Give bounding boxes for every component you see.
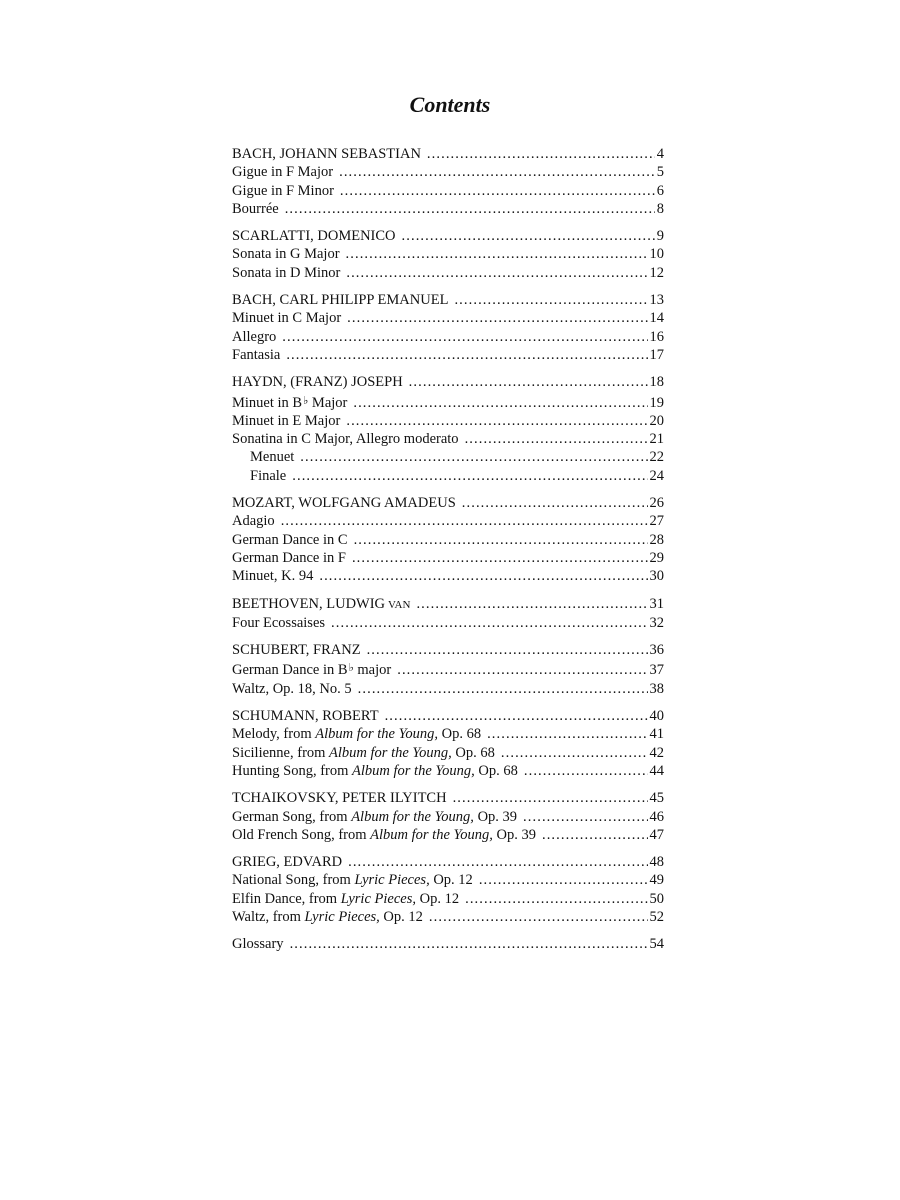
page-title: Contents	[409, 92, 491, 117]
entry-label-text: Sicilienne, from	[232, 744, 330, 761]
piece-title	[232, 890, 459, 908]
toc-composer-entry	[232, 641, 664, 659]
toc-composer-entry	[232, 145, 664, 163]
dot-leader	[331, 614, 647, 632]
page-number: 50	[649, 890, 664, 907]
dot-leader	[281, 512, 648, 530]
entry-label-suffix: Op. 39	[492, 826, 536, 843]
page-number: 9	[656, 228, 664, 245]
page-number: 38	[649, 680, 664, 697]
piece-title	[232, 908, 423, 926]
piece-title	[232, 264, 340, 282]
page-number: 14	[649, 310, 664, 327]
entry-label-text: Adagio	[232, 513, 275, 530]
page-number: 36	[649, 642, 664, 659]
toc-entry	[232, 567, 664, 585]
composer-name	[232, 595, 410, 614]
dot-leader	[409, 373, 648, 391]
page-number: 37	[649, 662, 664, 679]
dot-leader	[354, 531, 648, 549]
dot-leader	[290, 935, 648, 953]
piece-title	[250, 448, 294, 466]
dot-leader	[282, 328, 647, 346]
dot-leader	[462, 494, 648, 512]
entry-label-suffix: Op. 12	[415, 890, 460, 907]
piece-title	[232, 245, 340, 263]
entry-label-text: HAYDN, (FRANZ) JOSEPH	[232, 374, 403, 391]
piece-title	[232, 512, 275, 530]
toc-entry	[232, 512, 664, 530]
toc-entry	[232, 908, 664, 926]
entry-label-text: BEETHOVEN, LUDWIG	[232, 595, 386, 612]
dot-leader	[501, 744, 648, 762]
piece-title	[232, 182, 334, 200]
page-number: 44	[649, 762, 664, 779]
toc-entry	[232, 725, 664, 743]
piece-title	[232, 392, 347, 412]
toc-entry	[232, 264, 664, 282]
dot-leader	[346, 264, 647, 282]
entry-label-text: Hunting Song, from	[232, 762, 353, 779]
entry-label-text: Sonata in G Major	[232, 246, 340, 263]
toc-entry	[232, 392, 664, 412]
toc-entry	[232, 871, 664, 889]
toc-section	[232, 789, 664, 844]
entry-label-suffix: Major	[308, 394, 348, 411]
toc-entry	[232, 935, 664, 953]
toc-entry	[232, 309, 664, 327]
dot-leader	[300, 448, 647, 466]
dot-leader	[487, 725, 647, 743]
toc-entry	[232, 659, 664, 679]
toc-section	[232, 291, 664, 364]
page-number: 48	[649, 854, 664, 871]
page-number: 17	[649, 346, 664, 363]
page-number: 5	[656, 164, 664, 181]
entry-label-text: Minuet, K. 94	[232, 568, 314, 585]
collection-title: Lyric Pieces,	[304, 908, 380, 925]
toc-entry	[232, 346, 664, 364]
page-number: 21	[649, 431, 664, 448]
page-number: 47	[649, 826, 664, 843]
piece-title	[232, 762, 518, 780]
toc-entry	[232, 200, 664, 218]
toc-section	[232, 707, 664, 780]
piece-title	[232, 826, 536, 844]
composer-name	[232, 145, 421, 163]
page-number: 29	[649, 549, 664, 566]
composer-name	[232, 641, 361, 659]
entry-label-text: Sonata in D Minor	[232, 264, 341, 281]
entry-label-text: MOZART, WOLFGANG AMADEUS	[232, 495, 456, 512]
dot-leader	[465, 890, 647, 908]
entry-label-text: SCHUBERT, FRANZ	[232, 642, 361, 659]
page-number: 6	[656, 182, 664, 199]
collection-title: Lyric Pieces,	[340, 890, 416, 907]
entry-label-text: Minuet in B	[232, 394, 303, 411]
entry-label-text: Gigue in F Minor	[232, 182, 334, 199]
entry-label-text: Fantasia	[232, 346, 281, 363]
entry-label-text: SCARLATTI, DOMENICO	[232, 228, 396, 245]
piece-title	[232, 163, 333, 181]
toc-composer-entry	[232, 595, 664, 614]
entry-label-text: Menuet	[250, 449, 295, 466]
toc-entry	[232, 531, 664, 549]
page-number: 42	[649, 744, 664, 761]
entry-label-text: Waltz, Op. 18, No. 5	[232, 680, 352, 697]
dot-leader	[367, 641, 648, 659]
entry-label-text: TCHAIKOVSKY, PETER ILYITCH	[232, 790, 447, 807]
toc-section	[232, 935, 664, 953]
composer-name	[232, 227, 396, 245]
entry-label-text: Gigue in F Major	[232, 164, 334, 181]
entry-label-text: National Song, from	[232, 872, 355, 889]
toc-entry	[232, 549, 664, 567]
toc-section	[232, 373, 664, 485]
page-number: 16	[649, 328, 664, 345]
page-number: 19	[649, 394, 664, 411]
page-number: 24	[649, 467, 664, 484]
toc-entry	[232, 614, 664, 632]
page-number: 12	[649, 264, 664, 281]
entry-label-text: Four Ecossaises	[232, 614, 326, 631]
page-number: 8	[656, 200, 664, 217]
piece-title	[232, 346, 280, 364]
toc-composer-entry	[232, 291, 664, 309]
piece-title	[232, 412, 340, 430]
toc-section	[232, 494, 664, 585]
dot-leader	[319, 567, 647, 585]
toc-entry	[232, 328, 664, 346]
flat-sign: ♭	[348, 662, 354, 675]
composer-name	[232, 853, 342, 871]
dot-leader	[348, 853, 647, 871]
toc-entry	[232, 182, 664, 200]
entry-label-suffix: Op. 12	[379, 908, 423, 925]
page-number: 27	[649, 513, 664, 530]
table-of-contents	[232, 145, 664, 963]
piece-title	[232, 871, 473, 889]
toc-entry	[232, 448, 664, 466]
entry-label-text: Finale	[250, 467, 287, 484]
dot-leader	[385, 707, 648, 725]
dot-leader	[340, 182, 655, 200]
page-number: 32	[649, 614, 664, 631]
dot-leader	[292, 467, 647, 485]
entry-label-suffix: Op. 39	[473, 808, 518, 825]
composer-name	[232, 789, 447, 807]
toc-entry	[232, 808, 664, 826]
page-number: 28	[649, 531, 664, 548]
composer-name	[232, 291, 448, 309]
composer-name	[232, 373, 403, 391]
page-number: 13	[649, 292, 664, 309]
page-number: 54	[649, 936, 664, 953]
piece-title	[232, 725, 481, 743]
page-number: 45	[649, 790, 664, 807]
piece-title	[232, 549, 346, 567]
page-number: 26	[649, 495, 664, 512]
dot-leader	[346, 245, 648, 263]
toc-section	[232, 595, 664, 633]
dot-leader	[542, 826, 648, 844]
page-number: 18	[649, 374, 664, 391]
toc-entry	[232, 826, 664, 844]
piece-title	[250, 467, 286, 485]
entry-label-text: BACH, CARL PHILIPP EMANUEL	[232, 292, 449, 309]
entry-label-text: Glossary	[232, 936, 284, 953]
toc-composer-entry	[232, 789, 664, 807]
page-number: 20	[649, 412, 664, 429]
toc-section	[232, 227, 664, 282]
piece-title	[232, 328, 276, 346]
piece-title	[232, 659, 391, 679]
piece-title	[232, 309, 341, 327]
piece-title	[232, 935, 284, 953]
entry-label-text: Minuet in E Major	[232, 412, 341, 429]
dot-leader	[402, 227, 655, 245]
entry-label-text: BACH, JOHANN SEBASTIAN	[232, 146, 421, 162]
piece-title	[232, 808, 517, 826]
piece-title	[232, 744, 495, 762]
toc-entry	[232, 762, 664, 780]
piece-title	[232, 614, 325, 632]
dot-leader	[416, 595, 647, 613]
page-number: 10	[649, 246, 664, 263]
dot-leader	[285, 200, 655, 218]
dot-leader	[454, 291, 647, 309]
piece-title	[232, 680, 352, 698]
entry-label-suffix: Op. 68	[451, 744, 495, 761]
entry-label-suffix: Op. 12	[429, 872, 473, 889]
small-caps-text: VAN	[388, 598, 411, 611]
page-number: 22	[649, 449, 664, 466]
collection-title: Lyric Pieces,	[354, 872, 430, 889]
entry-label-text: Melody, from	[232, 726, 316, 743]
entry-label-text: Waltz, from	[232, 908, 305, 925]
piece-title	[232, 567, 313, 585]
dot-leader	[339, 163, 655, 181]
entry-label-text: German Dance in B	[232, 662, 348, 679]
toc-section	[232, 145, 664, 218]
toc-composer-entry	[232, 494, 664, 512]
dot-leader	[453, 789, 648, 807]
dot-leader	[397, 661, 647, 679]
entry-label-text: Minuet in C Major	[232, 310, 342, 327]
dot-leader	[358, 680, 648, 698]
collection-title: Album for the Young,	[352, 762, 475, 779]
entry-label-suffix: Op. 68	[474, 762, 518, 779]
toc-composer-entry	[232, 227, 664, 245]
dot-leader	[352, 549, 648, 567]
entry-label-text: Bourrée	[232, 200, 279, 217]
entry-label-text: GRIEG, EDVARD	[232, 854, 343, 871]
dot-leader	[353, 394, 647, 412]
toc-entry	[232, 744, 664, 762]
piece-title	[232, 200, 279, 218]
page-number: 52	[649, 908, 664, 925]
dot-leader	[347, 309, 647, 327]
entry-label-suffix: major	[353, 662, 392, 679]
piece-title	[232, 430, 459, 448]
dot-leader	[427, 145, 655, 163]
entry-label-text: Old French Song, from	[232, 826, 371, 843]
entry-label-text: German Song, from	[232, 808, 352, 825]
piece-title	[232, 531, 348, 549]
dot-leader	[346, 412, 647, 430]
entry-label-text: Elfin Dance, from	[232, 890, 341, 907]
entry-label-text: German Dance in F	[232, 549, 346, 566]
collection-title: Album for the Young,	[370, 826, 493, 843]
entry-label-text: Sonatina in C Major, Allegro moderato	[232, 431, 459, 448]
entry-label-suffix: Op. 68	[437, 726, 482, 743]
page-number: 40	[649, 708, 664, 725]
dot-leader	[465, 430, 648, 448]
composer-name	[232, 707, 379, 725]
dot-leader	[429, 908, 648, 926]
toc-entry	[232, 467, 664, 485]
page-number: 30	[649, 568, 664, 585]
toc-entry	[232, 163, 664, 181]
toc-entry	[232, 430, 664, 448]
page-number: 49	[649, 872, 664, 889]
composer-name	[232, 494, 456, 512]
dot-leader	[523, 808, 647, 826]
flat-sign: ♭	[303, 394, 309, 407]
toc-entry	[232, 245, 664, 263]
collection-title: Album for the Young,	[315, 726, 438, 743]
toc-composer-entry	[232, 707, 664, 725]
page-number: 46	[649, 808, 664, 825]
toc-section	[232, 641, 664, 698]
collection-title: Album for the Young,	[329, 744, 452, 761]
toc-section	[232, 853, 664, 926]
dot-leader	[286, 346, 647, 364]
page-number: 31	[649, 595, 664, 612]
entry-label-text: Allegro	[232, 328, 277, 345]
page-number: 4	[656, 146, 664, 162]
entry-label-text: SCHUMANN, ROBERT	[232, 708, 379, 725]
dot-leader	[524, 762, 648, 780]
dot-leader	[479, 871, 648, 889]
toc-composer-entry	[232, 853, 664, 871]
page-number: 41	[649, 726, 664, 743]
entry-label-text: German Dance in C	[232, 531, 348, 548]
toc-composer-entry	[232, 373, 664, 391]
collection-title: Album for the Young,	[351, 808, 474, 825]
toc-entry	[232, 890, 664, 908]
toc-entry	[232, 412, 664, 430]
toc-entry	[232, 680, 664, 698]
